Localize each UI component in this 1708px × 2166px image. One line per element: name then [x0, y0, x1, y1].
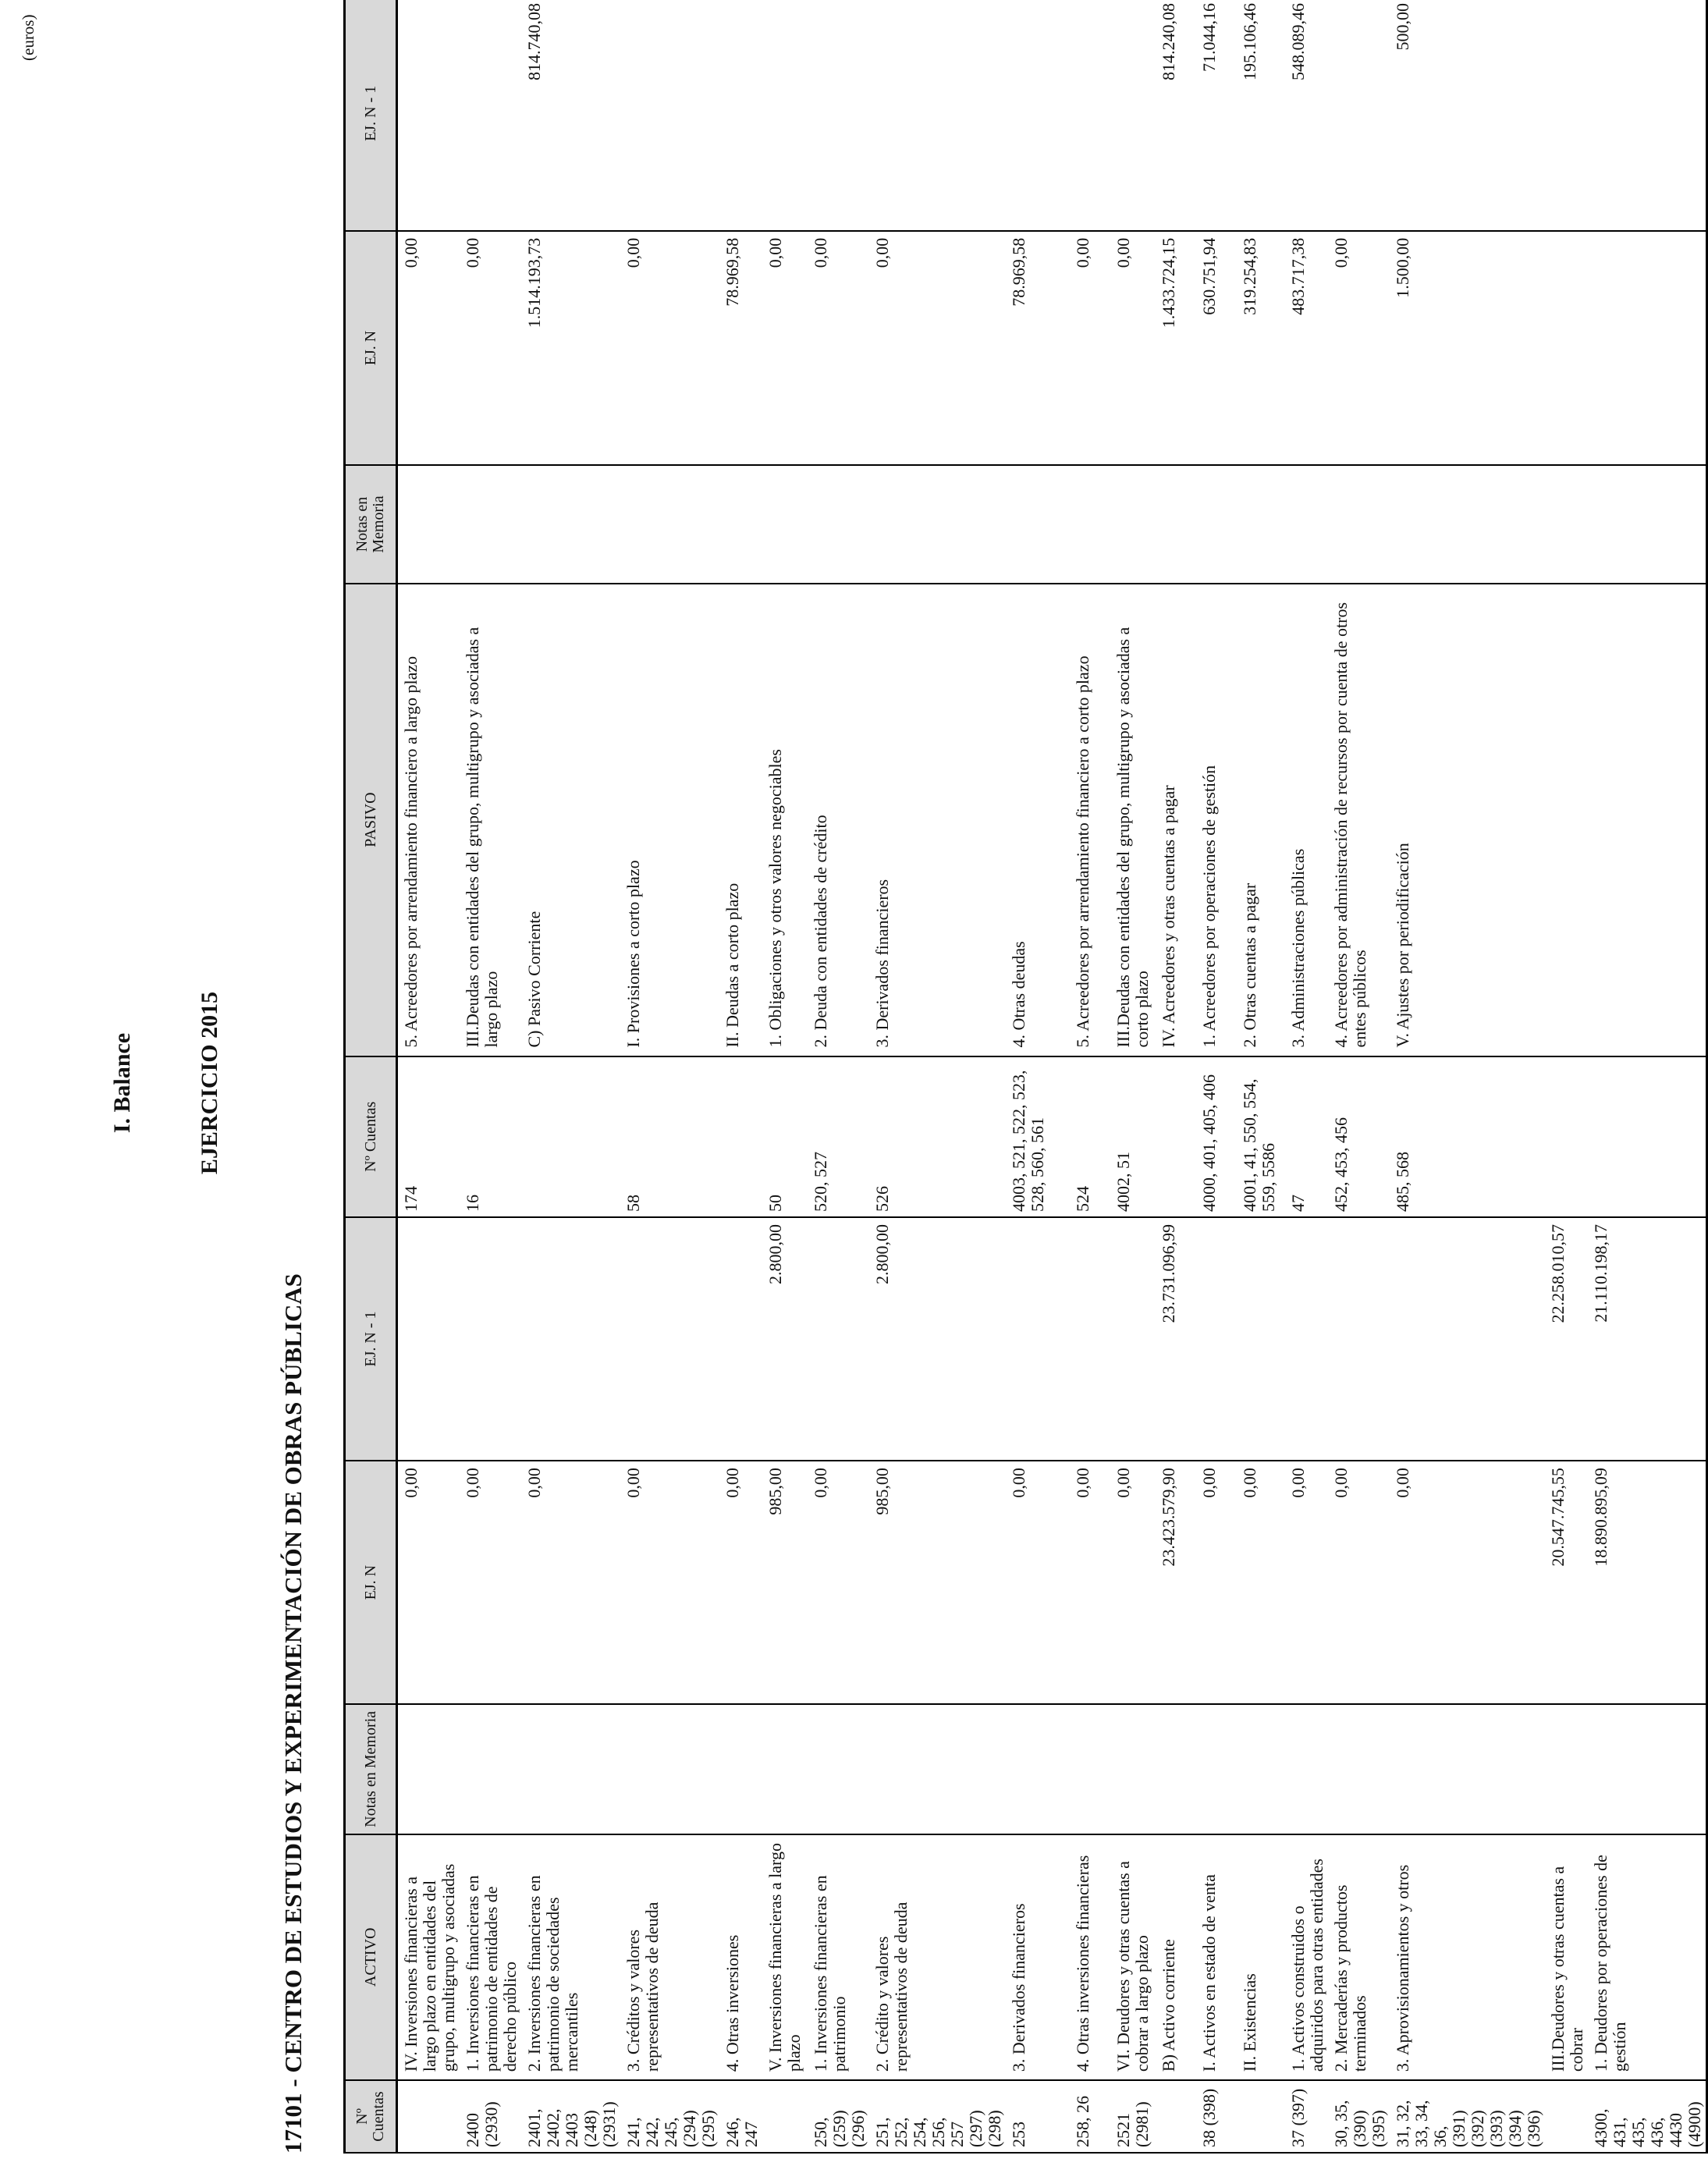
cell-pasivo-cuentas: 16	[460, 1056, 521, 1218]
cell-activo-cuentas: 2400 (2930)	[460, 2080, 521, 2153]
cell-pasivo-ej-n-1	[620, 0, 719, 231]
header-pasivo-notas: Notas en Memoria	[345, 465, 397, 583]
cell-pasivo-notas	[620, 465, 719, 583]
cell-pasivo-notas	[808, 465, 869, 583]
cell-activo-cuentas: 246, 247	[719, 2080, 762, 2153]
cell-pasivo-label: 3. Administraciones públicas	[1285, 584, 1328, 1056]
cell-activo-cuentas: 258, 26	[1070, 2080, 1110, 2153]
cell-activo-ej-n-1: 21.110.198,17	[1588, 1217, 1707, 1461]
cell-activo-notas	[460, 1704, 521, 1834]
cell-pasivo-label: C) Pasivo Corriente	[521, 584, 620, 1056]
cell-activo-label: IV. Inversiones financieras a largo plazo en entidades del grupo, multigrupo y asociadas	[397, 1834, 460, 2081]
table-row	[397, 0, 460, 2153]
cell-pasivo-ej-n: 483.717,38	[1285, 231, 1328, 466]
cell-activo-label: 2. Crédito y valores representativos de deuda	[869, 1834, 1006, 2081]
cell-activo-cuentas: 250, (259) (296)	[808, 2080, 869, 2153]
cell-activo-label: 3. Aprovisionamientos y otros	[1390, 1834, 1545, 2081]
cell-activo-cuentas: 2521 (2981)	[1110, 2080, 1156, 2153]
cell-pasivo-notas	[1285, 465, 1328, 583]
cell-pasivo-cuentas: 50	[762, 1056, 808, 1218]
cell-pasivo-ej-n: 319.254,83	[1237, 231, 1285, 466]
cell-pasivo-ej-n-1	[1006, 0, 1070, 231]
cell-pasivo-notas	[397, 465, 460, 583]
cell-activo-notas	[869, 1704, 1006, 1834]
table-row	[808, 0, 869, 2153]
cell-activo-cuentas	[397, 2080, 460, 2153]
cell-pasivo-notas	[762, 465, 808, 583]
cell-pasivo-notas	[460, 465, 521, 583]
cell-pasivo-cuentas: 174	[397, 1056, 460, 1218]
header-pasivo: PASIVO	[345, 584, 397, 1056]
cell-activo-cuentas: 251, 252, 254, 256, 257 (297) (298)	[869, 2080, 1006, 2153]
cell-pasivo-cuentas: 485, 568	[1390, 1056, 1545, 1218]
cell-pasivo-ej-n-1	[808, 0, 869, 231]
cell-activo-notas	[1156, 1704, 1196, 1834]
table-row	[1006, 0, 1070, 2153]
cell-activo-notas	[1588, 1704, 1707, 1834]
cell-pasivo-ej-n: 0,00	[460, 231, 521, 466]
cell-activo-cuentas: 37 (397)	[1285, 2080, 1328, 2153]
cell-activo-label: 1. Inversiones financieras en patrimonio de entidades de derecho público	[460, 1834, 521, 2081]
cell-activo-ej-n: 18.890.895,09	[1588, 1461, 1707, 1704]
cell-activo-cuentas	[1545, 2080, 1588, 2153]
cell-pasivo-ej-n-1: 500,00	[1390, 0, 1545, 231]
cell-pasivo-ej-n	[1588, 231, 1707, 466]
cell-pasivo-ej-n	[1545, 231, 1588, 466]
cell-pasivo-ej-n-1	[869, 0, 1006, 231]
table-row	[1545, 0, 1588, 2153]
cell-pasivo-ej-n-1	[719, 0, 762, 231]
cell-pasivo-ej-n: 1.514.193,73	[521, 231, 620, 466]
header-activo-cuentas: Nº Cuentas	[345, 2080, 397, 2153]
units-label: (euros)	[19, 14, 37, 61]
cell-pasivo-ej-n-1: 548.089,46	[1285, 0, 1328, 231]
cell-pasivo-label: II. Deudas a corto plazo	[719, 584, 762, 1056]
header-pasivo-cuentas: Nº Cuentas	[345, 1056, 397, 1218]
cell-pasivo-cuentas: 520, 527	[808, 1056, 869, 1218]
table-row	[1110, 0, 1156, 2153]
header-activo: ACTIVO	[345, 1834, 397, 2081]
cell-pasivo-ej-n: 1.500,00	[1390, 231, 1545, 466]
cell-pasivo-ej-n-1: 195.106,46	[1237, 0, 1285, 231]
cell-activo-ej-n-1	[460, 1217, 521, 1461]
cell-pasivo-ej-n: 0,00	[762, 231, 808, 466]
cell-activo-label: III.Deudores y otras cuentas a cobrar	[1545, 1834, 1588, 2081]
cell-activo-cuentas: 2401, 2402, 2403 (248) (2931)	[521, 2080, 620, 2153]
cell-pasivo-label	[1588, 584, 1707, 1056]
cell-activo-ej-n: 0,00	[1070, 1461, 1110, 1704]
cell-pasivo-notas	[1070, 465, 1110, 583]
cell-activo-ej-n: 985,00	[869, 1461, 1006, 1704]
cell-pasivo-label: 5. Acreedores por arrendamiento financiero a corto plazo	[1070, 584, 1110, 1056]
cell-activo-label: 1. Deudores por operaciones de gestión	[1588, 1834, 1707, 2081]
cell-activo-ej-n-1	[1390, 1217, 1545, 1461]
cell-activo-ej-n: 0,00	[808, 1461, 869, 1704]
cell-activo-notas	[1196, 1704, 1237, 1834]
cell-pasivo-ej-n: 0,00	[397, 231, 460, 466]
cell-pasivo-label: 3. Derivados financieros	[869, 584, 1006, 1056]
cell-pasivo-notas	[1196, 465, 1237, 583]
cell-pasivo-label: IV. Acreedores y otras cuentas a pagar	[1156, 584, 1196, 1056]
cell-activo-notas	[1328, 1704, 1390, 1834]
cell-activo-ej-n: 0,00	[521, 1461, 620, 1704]
cell-pasivo-label: 2. Otras cuentas a pagar	[1237, 584, 1285, 1056]
entity-title: 17101 - CENTRO DE ESTUDIOS Y EXPERIMENTACIÓN DE OBRAS PÚBLICAS	[279, 1273, 307, 2154]
cell-activo-ej-n-1	[521, 1217, 620, 1461]
cell-activo-label: 1. Activos construidos o adquiridos para otras entidades	[1285, 1834, 1328, 2081]
page-title: I. Balance	[109, 1032, 135, 1134]
cell-pasivo-cuentas	[1588, 1056, 1707, 1218]
cell-pasivo-notas	[1390, 465, 1545, 583]
cell-pasivo-ej-n: 0,00	[1328, 231, 1390, 466]
header-activo-ej-n-1: EJ. N - 1	[345, 1217, 397, 1461]
cell-pasivo-cuentas: 47	[1285, 1056, 1328, 1218]
cell-pasivo-cuentas	[719, 1056, 762, 1218]
cell-activo-notas	[1110, 1704, 1156, 1834]
cell-activo-label: 4. Otras inversiones	[719, 1834, 762, 2081]
cell-activo-label: 4. Otras inversiones financieras	[1070, 1834, 1110, 2081]
cell-activo-ej-n-1	[808, 1217, 869, 1461]
cell-pasivo-ej-n-1	[1545, 0, 1588, 231]
cell-activo-label: 1. Inversiones financieras en patrimonio	[808, 1834, 869, 2081]
cell-pasivo-label: 4. Acreedores por administración de recursos por cuenta de otros entes públicos	[1328, 584, 1390, 1056]
cell-pasivo-cuentas: 4003, 521, 522, 523, 528, 560, 561	[1006, 1056, 1070, 1218]
cell-activo-notas	[397, 1704, 460, 1834]
cell-activo-label: B) Activo corriente	[1156, 1834, 1196, 2081]
cell-activo-label: 2. Mercaderías y productos terminados	[1328, 1834, 1390, 2081]
cell-activo-ej-n-1	[719, 1217, 762, 1461]
cell-pasivo-cuentas: 4001, 41, 550, 554, 559, 5586	[1237, 1056, 1285, 1218]
cell-activo-ej-n: 0,00	[1390, 1461, 1545, 1704]
cell-activo-ej-n-1: 22.258.010,57	[1545, 1217, 1588, 1461]
cell-pasivo-label: III.Deudas con entidades del grupo, multigrupo y asociadas a corto plazo	[1110, 584, 1156, 1056]
cell-pasivo-ej-n-1: 71.044,16	[1196, 0, 1237, 231]
cell-activo-ej-n-1	[397, 1217, 460, 1461]
cell-pasivo-label: 1. Acreedores por operaciones de gestión	[1196, 584, 1237, 1056]
cell-activo-cuentas: 31, 32, 33, 34, 36, (391) (392) (393) (394) (396)	[1390, 2080, 1545, 2153]
cell-activo-cuentas	[1237, 2080, 1285, 2153]
cell-pasivo-ej-n-1	[1588, 0, 1707, 231]
cell-pasivo-label: V. Ajustes por periodificación	[1390, 584, 1545, 1056]
cell-pasivo-cuentas: 526	[869, 1056, 1006, 1218]
cell-activo-cuentas: 30, 35, (390) (395)	[1328, 2080, 1390, 2153]
cell-activo-ej-n: 0,00	[1237, 1461, 1285, 1704]
table-row	[1237, 0, 1285, 2153]
table-row	[762, 0, 808, 2153]
cell-pasivo-cuentas	[1156, 1056, 1196, 1218]
cell-pasivo-ej-n-1	[1328, 0, 1390, 231]
cell-activo-label: 3. Créditos y valores representativos de deuda	[620, 1834, 719, 2081]
cell-pasivo-notas	[1006, 465, 1070, 583]
cell-pasivo-label: 4. Otras deudas	[1006, 584, 1070, 1056]
cell-activo-ej-n: 0,00	[460, 1461, 521, 1704]
cell-activo-ej-n-1	[1285, 1217, 1328, 1461]
header-pasivo-ej-n: EJ. N	[345, 231, 397, 466]
cell-activo-notas	[1545, 1704, 1588, 1834]
cell-activo-ej-n-1	[1110, 1217, 1156, 1461]
cell-activo-ej-n-1	[1328, 1217, 1390, 1461]
header-activo-notas: Notas en Memoria	[345, 1704, 397, 1834]
cell-activo-cuentas: 253	[1006, 2080, 1070, 2153]
cell-activo-ej-n-1	[1237, 1217, 1285, 1461]
cell-pasivo-notas	[1328, 465, 1390, 583]
table-row	[521, 0, 620, 2153]
cell-pasivo-label: III.Deudas con entidades del grupo, multigrupo y asociadas a largo plazo	[460, 584, 521, 1056]
cell-activo-ej-n-1	[1196, 1217, 1237, 1461]
table-row	[1390, 0, 1545, 2153]
cell-activo-notas	[521, 1704, 620, 1834]
cell-pasivo-ej-n-1	[1110, 0, 1156, 231]
cell-activo-cuentas: 241, 242, 245, (294) (295)	[620, 2080, 719, 2153]
cell-pasivo-notas	[521, 465, 620, 583]
cell-pasivo-ej-n: 78.969,58	[1006, 231, 1070, 466]
table-row	[719, 0, 762, 2153]
cell-activo-ej-n-1	[620, 1217, 719, 1461]
cell-activo-ej-n: 0,00	[1328, 1461, 1390, 1704]
cell-pasivo-label: 1. Obligaciones y otros valores negociables	[762, 584, 808, 1056]
balance-table	[343, 0, 1708, 2154]
cell-pasivo-cuentas	[521, 1056, 620, 1218]
cell-activo-ej-n: 0,00	[1110, 1461, 1156, 1704]
cell-pasivo-ej-n: 630.751,94	[1196, 231, 1237, 466]
table-row	[620, 0, 719, 2153]
cell-activo-label: 3. Derivados financieros	[1006, 1834, 1070, 2081]
cell-activo-cuentas: 38 (398)	[1196, 2080, 1237, 2153]
cell-activo-ej-n: 20.547.745,55	[1545, 1461, 1588, 1704]
cell-activo-notas	[1006, 1704, 1070, 1834]
cell-pasivo-notas	[1588, 465, 1707, 583]
cell-pasivo-ej-n-1	[397, 0, 460, 231]
cell-activo-cuentas	[762, 2080, 808, 2153]
cell-pasivo-ej-n-1	[762, 0, 808, 231]
cell-activo-ej-n: 0,00	[1006, 1461, 1070, 1704]
cell-activo-notas	[719, 1704, 762, 1834]
cell-activo-cuentas	[1156, 2080, 1196, 2153]
table-row	[1070, 0, 1110, 2153]
cell-activo-ej-n-1	[1006, 1217, 1070, 1461]
cell-pasivo-ej-n-1	[1070, 0, 1110, 231]
cell-pasivo-ej-n: 0,00	[869, 231, 1006, 466]
cell-pasivo-ej-n-1: 814.740,08	[521, 0, 620, 231]
cell-activo-ej-n: 0,00	[620, 1461, 719, 1704]
table-row	[1328, 0, 1390, 2153]
cell-pasivo-cuentas: 4002, 51	[1110, 1056, 1156, 1218]
cell-activo-ej-n: 0,00	[1285, 1461, 1328, 1704]
cell-activo-label: 2. Inversiones financieras en patrimonio de sociedades mercantiles	[521, 1834, 620, 2081]
cell-activo-notas	[1070, 1704, 1110, 1834]
cell-activo-label: I. Activos en estado de venta	[1196, 1834, 1237, 2081]
cell-activo-label: V. Inversiones financieras a largo plazo	[762, 1834, 808, 2081]
cell-pasivo-ej-n: 0,00	[1110, 231, 1156, 466]
cell-activo-ej-n: 0,00	[397, 1461, 460, 1704]
cell-pasivo-label: 5. Acreedores por arrendamiento financiero a largo plazo	[397, 584, 460, 1056]
cell-pasivo-ej-n: 78.969,58	[719, 231, 762, 466]
cell-pasivo-label: I. Provisiones a corto plazo	[620, 584, 719, 1056]
cell-activo-ej-n: 0,00	[1196, 1461, 1237, 1704]
table-row	[460, 0, 521, 2153]
cell-pasivo-label: 2. Deuda con entidades de crédito	[808, 584, 869, 1056]
cell-activo-ej-n-1: 23.731.096,99	[1156, 1217, 1196, 1461]
cell-pasivo-notas	[1237, 465, 1285, 583]
cell-pasivo-ej-n: 1.433.724,15	[1156, 231, 1196, 466]
cell-pasivo-notas	[869, 465, 1006, 583]
cell-pasivo-cuentas: 524	[1070, 1056, 1110, 1218]
cell-pasivo-notas	[1156, 465, 1196, 583]
cell-activo-label: VI. Deudores y otras cuentas a cobrar a largo plazo	[1110, 1834, 1156, 2081]
cell-pasivo-notas	[1545, 465, 1588, 583]
cell-pasivo-ej-n-1	[460, 0, 521, 231]
exercise-title: EJERCICIO 2015	[197, 991, 222, 1175]
cell-activo-label: II. Existencias	[1237, 1834, 1285, 2081]
cell-pasivo-cuentas	[1545, 1056, 1588, 1218]
header-pasivo-ej-n-1: EJ. N - 1	[345, 0, 397, 231]
cell-activo-notas	[808, 1704, 869, 1834]
cell-activo-notas	[620, 1704, 719, 1834]
cell-activo-ej-n-1: 2.800,00	[869, 1217, 1006, 1461]
cell-pasivo-cuentas: 452, 453, 456	[1328, 1056, 1390, 1218]
table-row	[1156, 0, 1196, 2153]
cell-activo-cuentas: 4300, 431, 435, 436, 4430 (4900)	[1588, 2080, 1707, 2153]
cell-activo-ej-n-1: 2.800,00	[762, 1217, 808, 1461]
cell-pasivo-ej-n: 0,00	[1070, 231, 1110, 466]
cell-pasivo-notas	[719, 465, 762, 583]
cell-pasivo-cuentas: 58	[620, 1056, 719, 1218]
cell-pasivo-ej-n: 0,00	[620, 231, 719, 466]
cell-pasivo-ej-n: 0,00	[808, 231, 869, 466]
cell-activo-ej-n: 0,00	[719, 1461, 762, 1704]
table-header-row	[345, 0, 397, 2153]
cell-activo-notas	[1285, 1704, 1328, 1834]
cell-activo-notas	[762, 1704, 808, 1834]
cell-activo-notas	[1390, 1704, 1545, 1834]
header-activo-ej-n: EJ. N	[345, 1461, 397, 1704]
cell-pasivo-notas	[1110, 465, 1156, 583]
cell-activo-notas	[1237, 1704, 1285, 1834]
cell-activo-ej-n: 985,00	[762, 1461, 808, 1704]
cell-activo-ej-n-1	[1070, 1217, 1110, 1461]
table-row	[1285, 0, 1328, 2153]
cell-pasivo-cuentas: 4000, 401, 405, 406	[1196, 1056, 1237, 1218]
balance-table-body	[397, 0, 1707, 2153]
cell-pasivo-label	[1545, 584, 1588, 1056]
table-row	[1588, 0, 1707, 2153]
table-row	[1196, 0, 1237, 2153]
cell-pasivo-ej-n-1: 814.240,08	[1156, 0, 1196, 231]
cell-activo-ej-n: 23.423.579,90	[1156, 1461, 1196, 1704]
table-row	[869, 0, 1006, 2153]
